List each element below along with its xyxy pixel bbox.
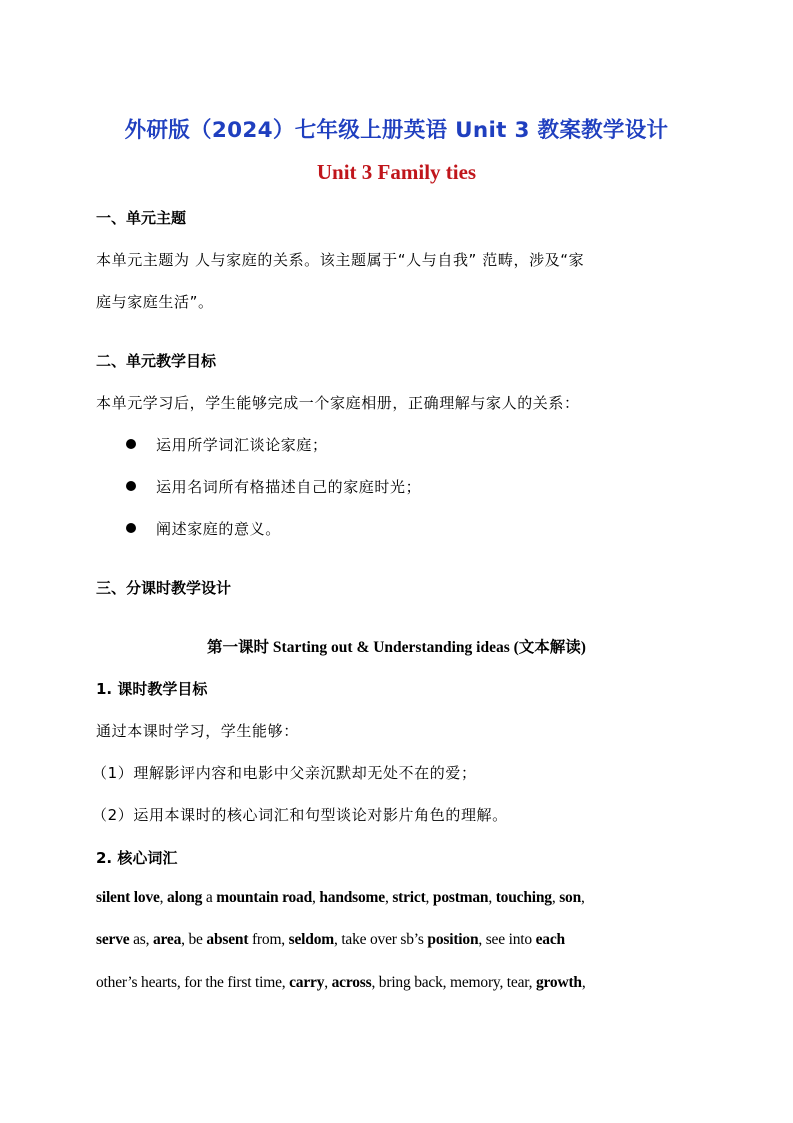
objective-bullet-text: 运用名词所有格描述自己的家庭时光； <box>156 478 422 496</box>
lesson-title: 第一课时 Starting out & Understanding ideas (文本解读) <box>207 639 586 656</box>
lesson-objectives-intro: 通过本课时学习，学生能够： <box>96 722 299 740</box>
vocab-keyword: strict <box>392 889 426 906</box>
vocab-text: , see into <box>478 931 536 948</box>
vocab-keyword: son <box>559 889 581 906</box>
vocab-keyword: across <box>331 974 372 991</box>
vocab-keyword: postman <box>432 889 489 906</box>
section-heading-unit-theme: 一、单元主题 <box>96 209 187 227</box>
vocab-text: , <box>159 889 168 906</box>
vocab-keyword: area <box>152 931 182 948</box>
document-title: 外研版（2024）七年级上册英语 Unit 3 教案教学设计 <box>124 118 669 143</box>
lesson-objective-item: （1）理解影评内容和电影中父亲沉默却无处不在的爱； <box>92 764 477 782</box>
core-vocabulary-line-2 <box>96 931 700 949</box>
vocab-keyword: mountain road <box>216 889 312 906</box>
vocab-keyword: touching <box>495 889 552 906</box>
document-subtitle: Unit 3 Family ties <box>316 160 477 184</box>
vocab-text: , be <box>181 931 207 948</box>
core-vocabulary-line-1 <box>96 889 700 907</box>
vocab-text: , <box>581 889 585 906</box>
vocab-keyword: growth <box>535 974 582 991</box>
bullet-dot-icon <box>126 523 136 533</box>
bullet-dot-icon <box>126 439 136 449</box>
vocab-keyword: along <box>167 889 203 906</box>
vocab-text: , bring back, memory, tear, <box>371 974 536 991</box>
unit-objectives-intro: 本单元学习后，学生能够完成一个家庭相册，正确理解与家人的关系： <box>96 394 580 412</box>
vocab-text: , <box>384 889 393 906</box>
vocab-keyword: handsome <box>319 889 385 906</box>
vocab-text: , <box>551 889 560 906</box>
vocab-text: other’s hearts, for the first time, <box>96 974 290 991</box>
vocab-keyword: silent love <box>96 889 160 906</box>
unit-theme-paragraph-line-2: 庭与家庭生活”。 <box>96 293 214 311</box>
core-vocabulary-line-3 <box>96 974 700 992</box>
vocab-text: a <box>202 889 217 906</box>
vocab-text: , <box>581 974 586 991</box>
objective-bullet-text: 运用所学词汇谈论家庭； <box>156 436 328 454</box>
vocab-text: , <box>488 889 496 906</box>
objective-bullet-text: 阐述家庭的意义。 <box>156 520 281 538</box>
vocab-keyword: serve <box>96 931 130 948</box>
vocab-text: , take over sb’s <box>333 931 428 948</box>
vocab-keyword: absent <box>206 931 249 948</box>
section-heading-unit-objectives: 二、单元教学目标 <box>96 352 217 370</box>
vocab-text: , <box>425 889 433 906</box>
lesson-objectives-heading: 1. 课时教学目标 <box>96 680 208 698</box>
vocab-text: , <box>312 889 320 906</box>
section-heading-lesson-design: 三、分课时教学设计 <box>96 579 232 597</box>
bullet-dot-icon <box>126 481 136 491</box>
vocab-keyword: carry <box>289 974 325 991</box>
vocab-text: from, <box>248 931 289 948</box>
unit-theme-paragraph-line-1: 本单元主题为 人与家庭的关系。该主题属于“人与自我” 范畴，涉及“家 <box>96 251 585 269</box>
vocab-text: as, <box>129 931 153 948</box>
vocab-keyword: each <box>535 931 565 948</box>
vocab-keyword: seldom <box>288 931 334 948</box>
vocab-keyword: position <box>427 931 479 948</box>
core-vocabulary-heading: 2. 核心词汇 <box>96 849 178 867</box>
lesson-objective-item: （2）运用本课时的核心词汇和句型谈论对影片角色的理解。 <box>92 806 508 824</box>
vocab-text: , <box>324 974 332 991</box>
